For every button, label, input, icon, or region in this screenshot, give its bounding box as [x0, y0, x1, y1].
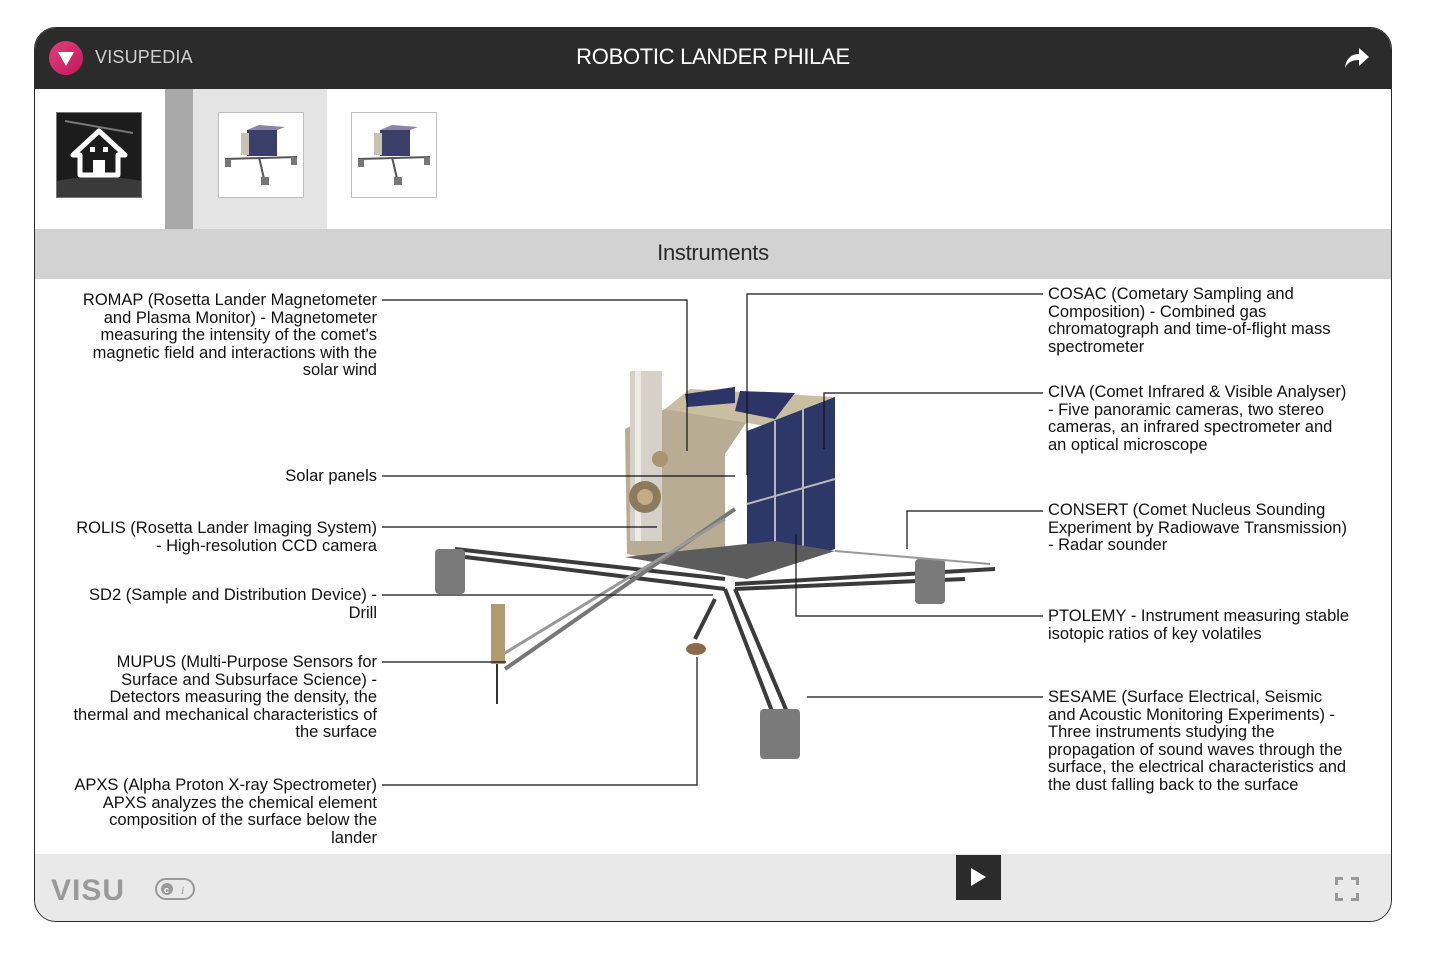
label-romap[interactable]: [83, 292, 377, 380]
label-sd2[interactable]: [89, 587, 377, 622]
label-sd2-line: SD2 (Sample and Distribution Device) -: [89, 586, 377, 604]
label-mupus[interactable]: [73, 654, 377, 742]
label-ptolemy[interactable]: [1048, 608, 1349, 643]
label-sesame-line: the dust falling back to the surface: [1048, 775, 1299, 794]
lander-feet: [435, 549, 945, 759]
label-apxs-line: composition of the surface below the: [109, 811, 377, 830]
section-title: Instruments: [35, 229, 1391, 279]
label-solar-line: Solar panels: [285, 467, 377, 485]
label-sesame-line: and Acoustic Monitoring Experiments) -: [1048, 705, 1336, 724]
lander-diagram: [35, 279, 1391, 854]
label-cosac-line: COSAC (Cometary Sampling and: [1048, 285, 1294, 303]
label-mupus-line: thermal and mechanical characteristics of: [73, 705, 377, 724]
label-rolis[interactable]: [76, 520, 377, 555]
thumbnail-home[interactable]: [56, 112, 142, 198]
label-sesame-line: Three instruments studying the: [1048, 723, 1275, 742]
label-romap-line: solar wind: [302, 361, 377, 380]
page-title: ROBOTIC LANDER PHILAE: [576, 44, 850, 69]
label-romap-line: and Plasma Monitor) - Magnetometer: [103, 308, 377, 327]
lander-thumbnail-icon: [352, 113, 436, 197]
label-rolis-line: - High-resolution CCD camera: [156, 536, 377, 555]
lander-body: [625, 371, 835, 579]
label-consert-line: Experiment by Radiowave Transmission): [1048, 518, 1347, 537]
label-apxs-line: lander: [331, 828, 377, 847]
label-cosac-line: chromatograph and time-of-flight mass: [1048, 320, 1331, 339]
label-sesame-line: SESAME (Surface Electrical, Seismic: [1048, 688, 1323, 706]
play-icon: [971, 868, 986, 886]
thumbnail-divider: [165, 89, 193, 229]
label-solar-panels[interactable]: [285, 468, 377, 486]
label-mupus-line: Detectors measuring the density, the: [109, 688, 377, 707]
thumbnail-lander-view-1[interactable]: [218, 112, 304, 198]
label-mupus-line: Surface and Subsurface Science) -: [121, 670, 377, 689]
top-bar: [35, 28, 1391, 89]
svg-text:c: c: [164, 885, 170, 895]
label-consert-line: CONSERT (Comet Nucleus Sounding: [1048, 501, 1326, 519]
label-civa-line: an optical microscope: [1048, 435, 1208, 454]
label-mupus-line: the surface: [295, 723, 377, 742]
lander-thumbnail-icon: [219, 113, 303, 197]
brand-name[interactable]: VISUPEDIA: [95, 47, 193, 67]
fullscreen-icon[interactable]: [1333, 875, 1361, 903]
label-consert-line: - Radar sounder: [1048, 536, 1168, 555]
label-civa-line: - Five panoramic cameras, two stereo: [1048, 400, 1325, 419]
visu-logo[interactable]: [51, 876, 143, 902]
label-romap-line: magnetic field and interactions with the: [92, 343, 377, 362]
svg-text:i: i: [181, 883, 185, 897]
label-ptolemy-line: PTOLEMY - Instrument measuring stable: [1048, 607, 1350, 625]
label-civa[interactable]: [1048, 384, 1346, 454]
label-civa-line: CIVA (Comet Infrared & Visible Analyser): [1048, 383, 1347, 401]
license-info-icon[interactable]: [155, 878, 195, 900]
visu-logo-text: VISU: [51, 876, 126, 902]
label-sd2-line: Drill: [348, 603, 377, 622]
label-sesame[interactable]: [1048, 689, 1346, 795]
label-apxs-line: APXS (Alpha Proton X-ray Spectrometer): [74, 776, 377, 794]
home-icon: [57, 113, 141, 197]
label-consert[interactable]: [1048, 502, 1347, 555]
thumbnail-strip: [35, 89, 1391, 229]
share-icon[interactable]: [1343, 45, 1371, 71]
app-frame: [34, 27, 1392, 922]
bottom-bar: [35, 854, 1391, 921]
label-mupus-line: MUPUS (Multi-Purpose Sensors for: [116, 653, 377, 671]
label-apxs-line: APXS analyzes the chemical element: [102, 793, 377, 812]
label-cosac-line: Composition) - Combined gas: [1048, 302, 1267, 321]
label-apxs[interactable]: [74, 777, 377, 847]
label-ptolemy-line: isotopic ratios of key volatiles: [1048, 624, 1262, 643]
label-romap-line: ROMAP (Rosetta Lander Magnetometer: [82, 291, 377, 309]
label-cosac-line: spectrometer: [1048, 337, 1145, 356]
play-button[interactable]: [956, 855, 1001, 900]
label-sesame-line: propagation of sound waves through the: [1048, 740, 1343, 759]
label-romap-line: measuring the intensity of the comet's: [100, 326, 377, 345]
thumbnail-lander-view-2[interactable]: [351, 112, 437, 198]
label-cosac[interactable]: [1048, 286, 1330, 356]
label-civa-line: cameras, an infrared spectrometer and: [1048, 418, 1333, 437]
label-sesame-line: surface, the electrical characteristics and: [1048, 758, 1347, 777]
label-rolis-line: ROLIS (Rosetta Lander Imaging System): [76, 519, 377, 537]
